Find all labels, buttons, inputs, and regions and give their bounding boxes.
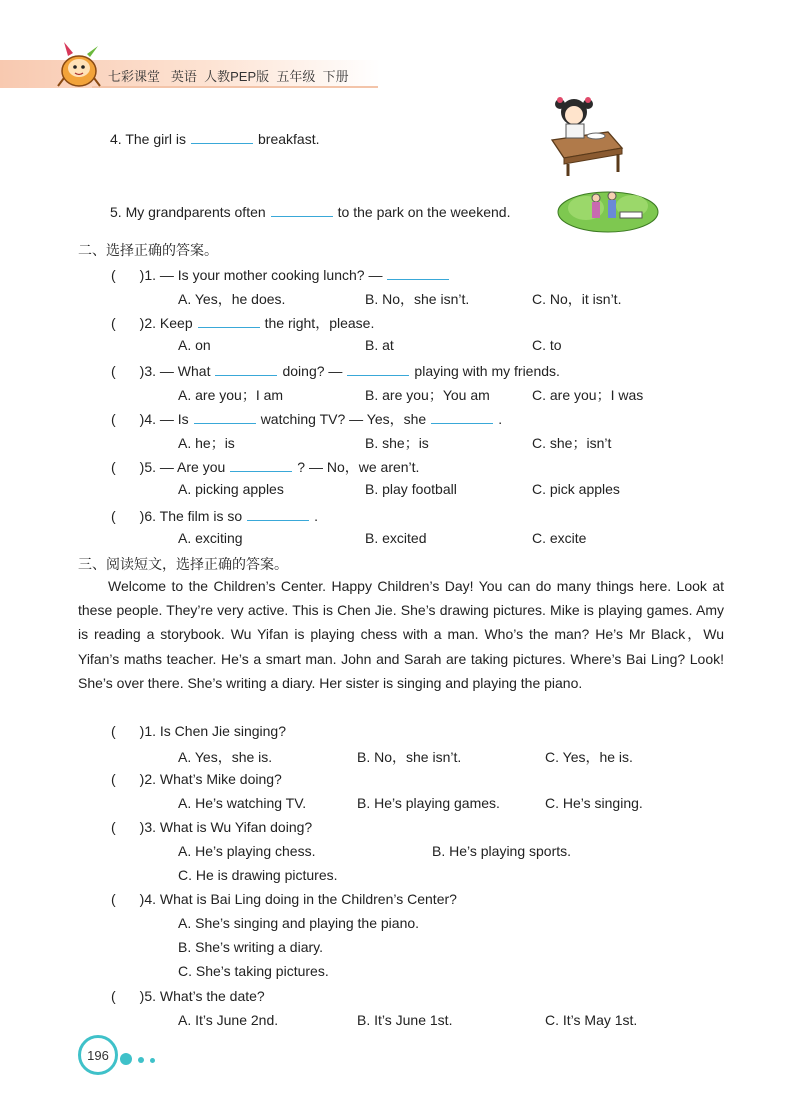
answer-blank[interactable] [271,202,333,217]
answer-blank[interactable] [431,409,493,424]
answer-blank[interactable] [247,506,309,521]
s2-q1 [111,265,454,283]
question-text: What’s Mike doing? [159,771,282,787]
question-text: Is Chen Jie singing? [159,723,286,739]
question-text: playing with my friends. [414,363,560,379]
item-text: to the park on the weekend. [337,204,511,220]
answer-paren[interactable]: ( [111,459,116,475]
decor-dot-large [120,1053,132,1065]
header-subject: 英语 [170,69,197,84]
option-b[interactable]: B. He’s playing sports. [432,843,572,859]
option-b[interactable]: B. It’s June 1st. [357,1012,453,1028]
reading-passage [78,574,724,695]
s2-q6 [111,506,318,524]
question-number: )2. [139,771,157,787]
answer-blank[interactable] [347,361,409,376]
park-illustration [556,182,660,234]
item-text: The girl is [125,131,187,147]
decor-dot-medium [138,1057,144,1063]
question-text: — Is your mother cooking lunch? — [159,267,383,283]
answer-paren[interactable]: ( [111,315,116,331]
answer-blank[interactable] [387,265,449,280]
header-rule [92,86,378,88]
question-text: Keep [159,315,193,331]
option-a[interactable]: A. exciting [178,530,243,546]
question-text: What is Bai Ling doing in the Children’s Center? [159,891,457,907]
s3-q3 [111,819,312,835]
option-c[interactable]: C. are you；I was [532,387,644,403]
section3-heading: 三、阅读短文，选择正确的答案。 [78,556,288,572]
question-text: watching TV? — Yes，she [260,411,427,427]
option-c[interactable]: C. Yes，he is. [545,749,633,765]
s3-q5 [111,988,265,1004]
header-series: 七彩课堂 [108,69,161,84]
page-number: 196 [87,1047,109,1063]
option-a[interactable]: A. he；is [178,435,235,451]
option-c[interactable]: C. It’s May 1st. [545,1012,638,1028]
answer-blank[interactable] [230,457,292,472]
decor-dot-small [150,1058,155,1063]
option-b[interactable]: B. play football [365,481,457,497]
question-text: . [498,411,503,427]
option-b[interactable]: B. are you；You am [365,387,490,403]
option-a[interactable]: A. It’s June 2nd. [178,1012,279,1028]
question-number: )3. [139,819,157,835]
option-c[interactable]: C. He’s singing. [545,795,643,811]
option-b[interactable]: B. she；is [365,435,429,451]
option-c[interactable]: C. No，it isn’t. [532,291,622,307]
option-b[interactable]: B. at [365,337,394,353]
header-edition: 人教PEP版 [204,69,270,84]
passage-text: Welcome to the Children’s Center. Happy Children’s Day! You can do many things here. Look at these people. They’re very active. This is Chen Jie. She’s drawing pictures. Mike is playing games. Amy is reading a storybook. Wu Yifan is playing chess with a man. Who’s the man? He’s Mr Black，Wu Yifan’s maths teacher. He’s a smart man. John and Sarah are taking pictures. Where’s Bai Ling? Look! She’s over there. She’s writing a diary. Her sister is singing and playing the piano. [78,578,724,691]
answer-blank[interactable] [194,409,256,424]
answer-paren[interactable]: ( [111,411,116,427]
answer-paren[interactable]: ( [111,988,116,1004]
option-a[interactable]: A. picking apples [178,481,284,497]
option-b[interactable]: B. excited [365,530,427,546]
option-a[interactable]: A. are you；I am [178,387,284,403]
option-c[interactable]: C. She’s taking pictures. [178,963,329,979]
header-volume: 下册 [322,69,349,84]
question-text: the right，please. [264,315,375,331]
answer-paren[interactable]: ( [111,723,116,739]
item-text: breakfast. [258,131,320,147]
section2-heading: 二、选择正确的答案。 [78,242,218,258]
option-c[interactable]: C. to [532,337,562,353]
option-b[interactable]: B. He’s playing games. [357,795,500,811]
option-c[interactable]: C. she；isn’t [532,435,612,451]
question-text: The film is so [159,508,243,524]
answer-blank[interactable] [191,129,253,144]
question-number: )6. [139,508,157,524]
answer-paren[interactable]: ( [111,819,116,835]
s2-q4 [111,409,502,429]
header-grade: 五年级 [276,69,316,84]
item-text: My grandparents often [125,204,266,220]
s2-q3 [111,361,560,379]
answer-paren[interactable]: ( [111,508,116,524]
question-number: )3. [139,363,157,379]
answer-blank[interactable] [215,361,277,376]
question-number: )1. [139,267,157,283]
option-a[interactable]: A. She’s singing and playing the piano. [178,915,420,931]
question-number: )5. [139,459,157,475]
option-a[interactable]: A. Yes，she is. [178,749,273,765]
question-number: )4. [139,411,157,427]
option-c[interactable]: C. pick apples [532,481,620,497]
question-text: . [314,508,319,524]
page-number-badge [78,1035,118,1075]
fill-item-5: 5. My grandparents often to the park on the weekend. [110,204,511,220]
answer-paren[interactable]: ( [111,267,116,283]
option-a[interactable]: A. He’s playing chess. [178,843,316,859]
item-number: 4 [110,131,118,147]
question-text: What is Wu Yifan doing? [159,819,313,835]
question-text: — Is [159,411,189,427]
option-c[interactable]: C. excite [532,530,587,546]
option-a[interactable]: A. He’s watching TV. [178,795,307,811]
option-a[interactable]: A. Yes，he does. [178,291,286,307]
question-text: What’s the date? [159,988,265,1004]
question-number: )1. [139,723,157,739]
answer-blank[interactable] [198,313,260,328]
answer-paren[interactable]: ( [111,771,116,787]
question-number: )5. [139,988,157,1004]
s2-q2 [111,313,374,333]
answer-paren[interactable]: ( [111,891,116,907]
s3-q4 [111,891,457,907]
option-c[interactable]: C. He is drawing pictures. [178,867,338,883]
question-number: )2. [139,315,157,331]
question-number: )4. [139,891,157,907]
mascot-icon [46,38,108,90]
answer-paren[interactable]: ( [111,363,116,379]
fill-item-4: 4. The girl is breakfast. [110,131,320,147]
question-text: — Are you [159,459,226,475]
question-text: ? — No，we aren’t. [297,459,420,475]
option-b[interactable]: B. She’s writing a diary. [178,939,323,955]
option-b[interactable]: B. No，she isn’t. [357,749,462,765]
option-b[interactable]: B. No，she isn’t. [365,291,470,307]
item-number: 5 [110,204,118,220]
option-a[interactable]: A. on [178,337,211,353]
s3-q2 [111,771,282,787]
header-title [108,66,349,85]
girl-breakfast-illustration [538,92,626,178]
s3-q1 [111,723,286,739]
question-text: — What [159,363,211,379]
question-text: doing? — [282,363,343,379]
s2-q5 [111,457,419,477]
